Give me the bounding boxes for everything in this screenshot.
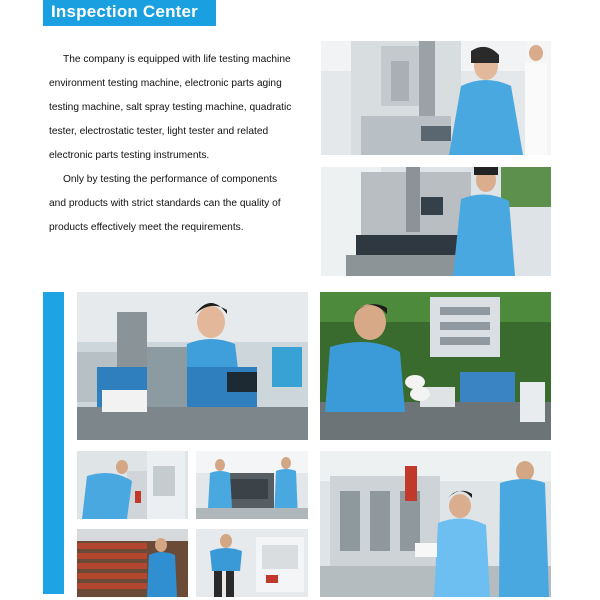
accent-bar xyxy=(43,292,64,594)
intro-paragraph-1: The company is equipped with life testing machine environment testing machine, electronic parts aging testing machine, salt spray testing machine, quadratic tester, electrostatic tester, light tester and related electronic parts testing instruments. xyxy=(49,54,292,161)
photo-circuit-board-tester xyxy=(320,292,551,440)
photo-measuring-machine-operator xyxy=(321,167,551,276)
photo-aging-rack-technician xyxy=(77,529,188,597)
intro-text xyxy=(49,48,324,240)
intro-paragraph-2: Only by testing the performance of components and products with strict standards can the quality of products effectively meet the requirements. xyxy=(49,174,281,233)
photo-test-rig-operator xyxy=(77,292,308,440)
section-title-bar xyxy=(43,0,216,26)
photo-testing-machine-operator xyxy=(321,41,551,155)
photo-test-chamber-technician xyxy=(77,451,188,519)
photo-salt-spray-technician xyxy=(196,529,308,597)
photo-control-panel-technicians xyxy=(196,451,308,519)
page-title: Inspection Center xyxy=(51,2,198,21)
photo-test-bench-technicians xyxy=(320,451,551,597)
